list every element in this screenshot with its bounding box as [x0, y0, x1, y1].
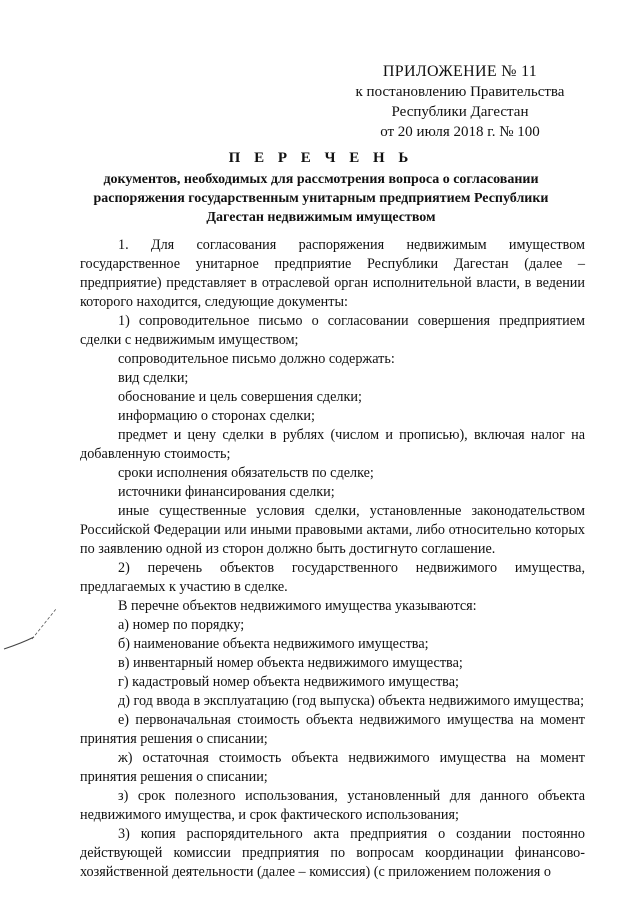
paragraph: предмет и цену сделки в рублях (числом и прописью), включая налог на добавленную стоимость;: [80, 427, 585, 462]
paragraph: г) кадастровый номер объекта недвижимого имущества;: [118, 674, 459, 690]
document-heading: [86, 149, 556, 227]
appendix-line-2: Республики Дагестан: [391, 104, 529, 120]
paragraph: вид сделки;: [118, 370, 189, 386]
paragraph: а) номер по порядку;: [118, 617, 245, 633]
paragraph: ж) остаточная стоимость объекта недвижимого имущества на момент принятия решения о списании;: [80, 750, 585, 785]
heading-title: П Е Р Е Ч Е Н Ь: [228, 150, 414, 166]
paragraph: источники финансирования сделки;: [118, 484, 335, 500]
paragraph: в) инвентарный номер объекта недвижимого имущества;: [118, 655, 463, 671]
margin-pen-mark: [2, 605, 62, 655]
paragraph: информацию о сторонах сделки;: [118, 408, 315, 424]
paragraph: обоснование и цель совершения сделки;: [118, 389, 362, 405]
appendix-line-3: от 20 июля 2018 г. № 100: [380, 124, 540, 140]
paragraph: иные существенные условия сделки, установленные законодательством Российской Федерации или иными правовыми актами, либо относительно которых по заявлению одной из сторон должно быть достигнуто соглашение.: [80, 503, 585, 557]
paragraph: 3) копия распорядительного акта предприятия о создании постоянно действующей комиссии предприятия по вопросам координации финансово-хозяйственной деятельности (далее – комиссия) (с приложением положения о: [80, 826, 585, 880]
paragraph: сроки исполнения обязательств по сделке;: [118, 465, 374, 481]
document-body: [80, 236, 585, 882]
appendix-line-1: к постановлению Правительства: [355, 84, 565, 100]
paragraph: 1. Для согласования распоряжения недвижимым имуществом государственное унитарное предприятие Республики Дагестан (далее – предприятие) представляет в отраслевой орган исполнительной власти, в ведении которого находится, следующие документы:: [80, 237, 585, 310]
heading-line-3: Дагестан недвижимым имуществом: [206, 210, 436, 225]
appendix-title: ПРИЛОЖЕНИЕ № 11: [382, 63, 538, 80]
heading-line-1: документов, необходимых для рассмотрения вопроса о согласовании: [103, 172, 539, 187]
paragraph: сопроводительное письмо должно содержать:: [118, 351, 395, 367]
paragraph: 1) сопроводительное письмо о согласовании совершения предприятием сделки с недвижимым имуществом;: [80, 313, 585, 348]
paragraph: е) первоначальная стоимость объекта недвижимого имущества на момент принятия решения о списании;: [80, 712, 585, 747]
heading-line-2: распоряжения государственным унитарным предприятием Республики: [93, 191, 549, 206]
paragraph: В перечне объектов недвижимого имущества указываются:: [118, 598, 477, 614]
paragraph: б) наименование объекта недвижимого имущества;: [118, 636, 429, 652]
paragraph: 2) перечень объектов государственного недвижимого имущества, предлагаемых к участию в сделке.: [80, 560, 585, 595]
paragraph: д) год ввода в эксплуатацию (год выпуска) объекта недвижимого имущества;: [118, 693, 585, 709]
appendix-block: [340, 62, 580, 142]
paragraph: з) срок полезного использования, установленный для данного объекта недвижимого имущества, и срок фактического использования;: [80, 788, 585, 823]
